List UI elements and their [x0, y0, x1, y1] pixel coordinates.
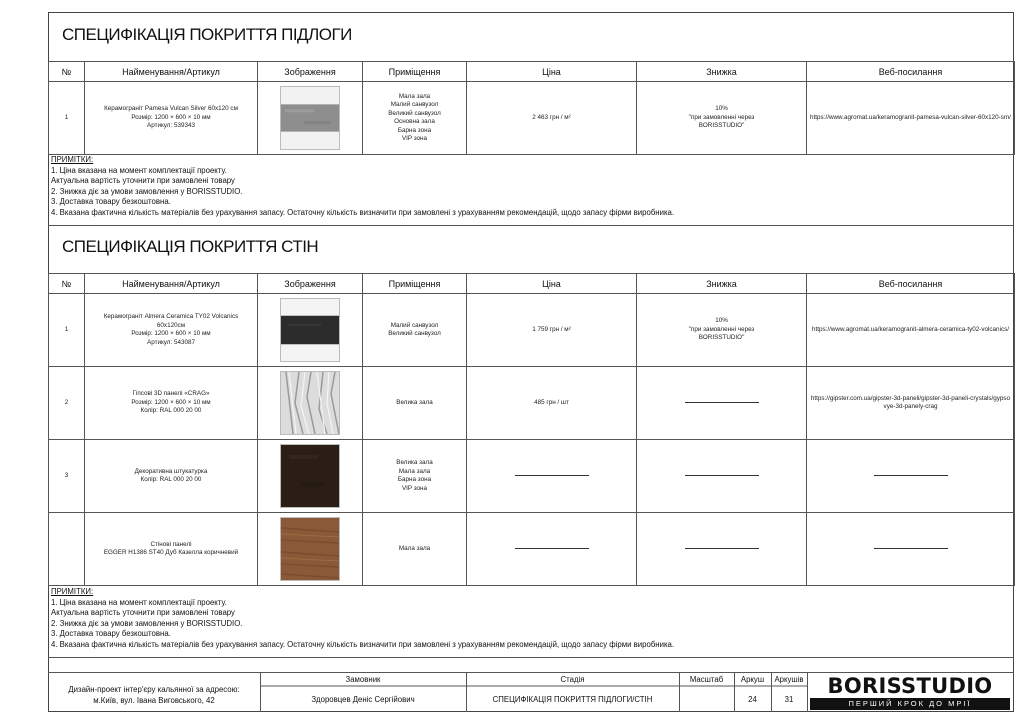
- walls-spec-table: [48, 273, 1015, 586]
- column-header: Найменування/Артикул: [85, 274, 258, 294]
- empty-dash: [874, 548, 948, 549]
- column-header: Веб-посилання: [807, 62, 1015, 82]
- column-header: Веб-посилання: [807, 274, 1015, 294]
- material-swatch-image: [281, 299, 339, 361]
- table-row: [49, 294, 1015, 367]
- notes-title: ПРИМІТКИ:: [51, 587, 94, 596]
- rooms-cell: [363, 440, 467, 513]
- web-link[interactable]: https://www.agromat.ua/keramogranit-almera-ceramica-ty02-volcanics/: [811, 325, 1010, 333]
- discount-line: "при замовленні через: [688, 113, 755, 121]
- price-cell: [467, 294, 637, 367]
- column-header: Знижка: [637, 62, 807, 82]
- link-cell[interactable]: [807, 294, 1015, 367]
- room-name: VIP зона: [401, 135, 428, 142]
- item-name-line: Колір: RAL 000 20 00: [140, 476, 202, 483]
- item-name-cell: [85, 367, 258, 440]
- room-name: Великий санвузол: [388, 330, 441, 337]
- empty-dash: [685, 475, 759, 476]
- rooms-cell: [363, 294, 467, 367]
- note-line: 3. Доставка товару безкоштовна.: [51, 629, 171, 639]
- item-name-line: Колір: RAL 000 20 00: [140, 407, 202, 415]
- client-label: Замовник: [345, 674, 381, 684]
- table-row: [49, 82, 1015, 155]
- discount-line: BORISSTUDIO": [698, 122, 745, 130]
- item-name-line: Артикул: 543087: [147, 338, 195, 346]
- item-name-line: Розмір: 1200 × 600 × 10 мм: [131, 330, 211, 337]
- row-number: [49, 513, 85, 586]
- material-swatch: [280, 371, 340, 435]
- note-line: 4. Вказана фактична кількість матеріалів без урахування запасу. Остаточну кількість визначити при замовлені з урахуванням рекомендацій, щодо запасу фірми виробника.: [51, 207, 675, 217]
- item-name-line: Декоративна штукатурка: [134, 467, 208, 475]
- column-header: Приміщення: [363, 274, 467, 294]
- column-header: Зображення: [258, 62, 363, 82]
- material-swatch: [280, 517, 340, 581]
- room-name: Мала зала: [398, 92, 431, 100]
- table-row: [49, 367, 1015, 440]
- divider: [48, 225, 1014, 226]
- item-name-line: Артикул: 539343: [147, 122, 195, 130]
- price-value: 1 759 грн / м²: [532, 325, 571, 333]
- borisstudio-logo: [808, 674, 1012, 711]
- material-swatch: [280, 86, 340, 150]
- room-name: Велика зала: [396, 398, 433, 406]
- empty-dash: [515, 475, 589, 476]
- note-line: 4. Вказана фактична кількість матеріалів без урахування запасу. Остаточну кількість визначити при замовлені з урахуванням рекомендацій, щодо запасу фірми виробника.: [51, 639, 675, 649]
- link-cell[interactable]: [807, 367, 1015, 440]
- discount-cell: [637, 82, 807, 155]
- image-cell: [258, 294, 363, 367]
- material-swatch-image: [281, 372, 339, 434]
- floor-section-title: СПЕЦИФІКАЦІЯ ПОКРИТТЯ ПІДЛОГИ: [62, 25, 352, 44]
- room-name: Основна зала: [394, 118, 435, 125]
- room-name: Велика зала: [396, 459, 433, 466]
- discount-cell: [637, 367, 807, 440]
- item-name-line: Стінові панелі: [150, 540, 192, 548]
- note-line: Актуальна вартість уточнити при замовлені товару: [51, 608, 235, 618]
- web-link[interactable]: https://gipster.com.ua/gipster-3d-paneli/gipster-3d-paneli-crystals/gypsovye-3d-panely-crag: [810, 394, 1011, 410]
- material-swatch: [280, 298, 340, 362]
- discount-line: 10%: [715, 317, 728, 325]
- sheet-label: Аркуш: [740, 674, 765, 684]
- room-name: Малий санвузол: [390, 101, 439, 108]
- column-header: Ціна: [467, 274, 637, 294]
- divider: [48, 657, 1014, 658]
- floor-notes: [51, 155, 674, 219]
- room-name: Барна зона: [397, 476, 432, 483]
- client-name: Здоровцев Деніс Сергійович: [311, 694, 415, 704]
- discount-cell: [637, 513, 807, 586]
- notes-title: ПРИМІТКИ:: [51, 155, 94, 164]
- sheets-value: 31: [784, 694, 794, 704]
- discount-line: "при замовленні через: [688, 325, 755, 333]
- room-name: Малий санвузол: [390, 321, 439, 329]
- item-name-line: Розмір: 1200 × 600 × 10 мм: [131, 398, 211, 406]
- material-swatch-image: [281, 87, 339, 149]
- project-line-2: м.Київ, вул. Івана Виговського, 42: [93, 696, 215, 705]
- web-link[interactable]: https://www.agromat.ua/keramogranit-pamesa-vulcan-silver-60x120-sm/: [810, 113, 1011, 121]
- price-cell: [467, 82, 637, 155]
- item-name-cell: [85, 513, 258, 586]
- price-cell: [467, 513, 637, 586]
- empty-dash: [515, 548, 589, 549]
- note-line: 1. Ціна вказана на момент комплектації проекту.: [51, 597, 227, 607]
- material-swatch: [280, 444, 340, 508]
- empty-dash: [685, 402, 759, 403]
- stage-label: Стадія: [560, 674, 585, 684]
- item-name-cell: [85, 82, 258, 155]
- item-name-line: EGGER H1386 ST40 Дуб Казелла коричневий: [103, 549, 239, 556]
- item-name-cell: [85, 440, 258, 513]
- room-name: Мала зала: [398, 467, 431, 475]
- room-name: VIP зона: [401, 484, 428, 492]
- link-cell[interactable]: [807, 82, 1015, 155]
- discount-line: BORISSTUDIO": [698, 334, 745, 342]
- rooms-cell: [363, 82, 467, 155]
- column-header: Ціна: [467, 62, 637, 82]
- material-swatch-image: [281, 445, 339, 507]
- image-cell: [258, 440, 363, 513]
- floor-spec-table: [48, 61, 1015, 155]
- stage-value: СПЕЦИФІКАЦІЯ ПОКРИТТЯ ПІДЛОГИ/СТІН: [492, 694, 653, 704]
- table-row: [49, 513, 1015, 586]
- image-cell: [258, 513, 363, 586]
- column-header: Найменування/Артикул: [85, 62, 258, 82]
- empty-dash: [874, 475, 948, 476]
- row-number: 3: [49, 440, 85, 513]
- note-line: 2. Знижка діє за умови замовлення у BORISSTUDIO.: [51, 618, 243, 628]
- sheets-label: Аркушів: [774, 674, 804, 684]
- rooms-cell: [363, 367, 467, 440]
- item-name-line: Керамограніт Almera Ceramica TY02 Volcanics: [103, 313, 239, 320]
- project-address: [48, 680, 260, 710]
- column-header: Приміщення: [363, 62, 467, 82]
- note-line: 2. Знижка діє за умови замовлення у BORISSTUDIO.: [51, 186, 243, 196]
- price-cell: [467, 367, 637, 440]
- image-cell: [258, 82, 363, 155]
- note-line: Актуальна вартість уточнити при замовлені товару: [51, 176, 235, 186]
- discount-cell: [637, 440, 807, 513]
- note-line: 3. Доставка товару безкоштовна.: [51, 197, 171, 207]
- item-name-line: Керамограніт Pamesa Vulcan Silver 60х120 см: [104, 105, 238, 113]
- project-line-1: Дизайн-проект інтер'єру кальянної за адресою:: [68, 685, 240, 694]
- room-name: Барна зона: [397, 126, 432, 134]
- walls-section-title: СПЕЦИФІКАЦІЯ ПОКРИТТЯ СТІН: [62, 237, 319, 256]
- room-name: Мала зала: [398, 544, 431, 552]
- material-swatch-image: [281, 518, 339, 580]
- floor-header-row: [49, 62, 1015, 82]
- row-number: 2: [49, 367, 85, 440]
- price-value: 485 грн / шт: [534, 398, 569, 406]
- walls-notes: [51, 587, 674, 651]
- link-cell[interactable]: [807, 440, 1015, 513]
- column-header: Знижка: [637, 274, 807, 294]
- room-name: Великий санвузол: [388, 109, 441, 117]
- item-name-cell: [85, 294, 258, 367]
- row-number: 1: [49, 294, 85, 367]
- discount-line: 10%: [715, 105, 728, 113]
- column-header: Зображення: [258, 274, 363, 294]
- empty-dash: [685, 548, 759, 549]
- column-header: №: [49, 274, 85, 294]
- image-cell: [258, 367, 363, 440]
- discount-cell: [637, 294, 807, 367]
- column-header: №: [49, 62, 85, 82]
- item-name-line: Розмір: 1200 × 600 × 10 мм: [131, 113, 211, 121]
- logo-name: BORISSTUDIO: [827, 674, 993, 698]
- price-cell: [467, 440, 637, 513]
- scale-label: Масштаб: [689, 674, 724, 684]
- sheet-value: 24: [748, 694, 757, 704]
- price-value: 2 463 грн / м²: [532, 113, 571, 121]
- link-cell[interactable]: [807, 513, 1015, 586]
- logo-tagline: ПЕРШИЙ КРОК ДО МРІЇ: [810, 698, 1010, 710]
- item-name-line: Гіпсові 3D панелі «CRAG»: [132, 390, 210, 398]
- walls-header-row: [49, 274, 1015, 294]
- item-name-line: 60х120см: [156, 321, 186, 329]
- row-number: 1: [49, 82, 85, 155]
- rooms-cell: [363, 513, 467, 586]
- table-row: [49, 440, 1015, 513]
- note-line: 1. Ціна вказана на момент комплектації проекту.: [51, 165, 227, 175]
